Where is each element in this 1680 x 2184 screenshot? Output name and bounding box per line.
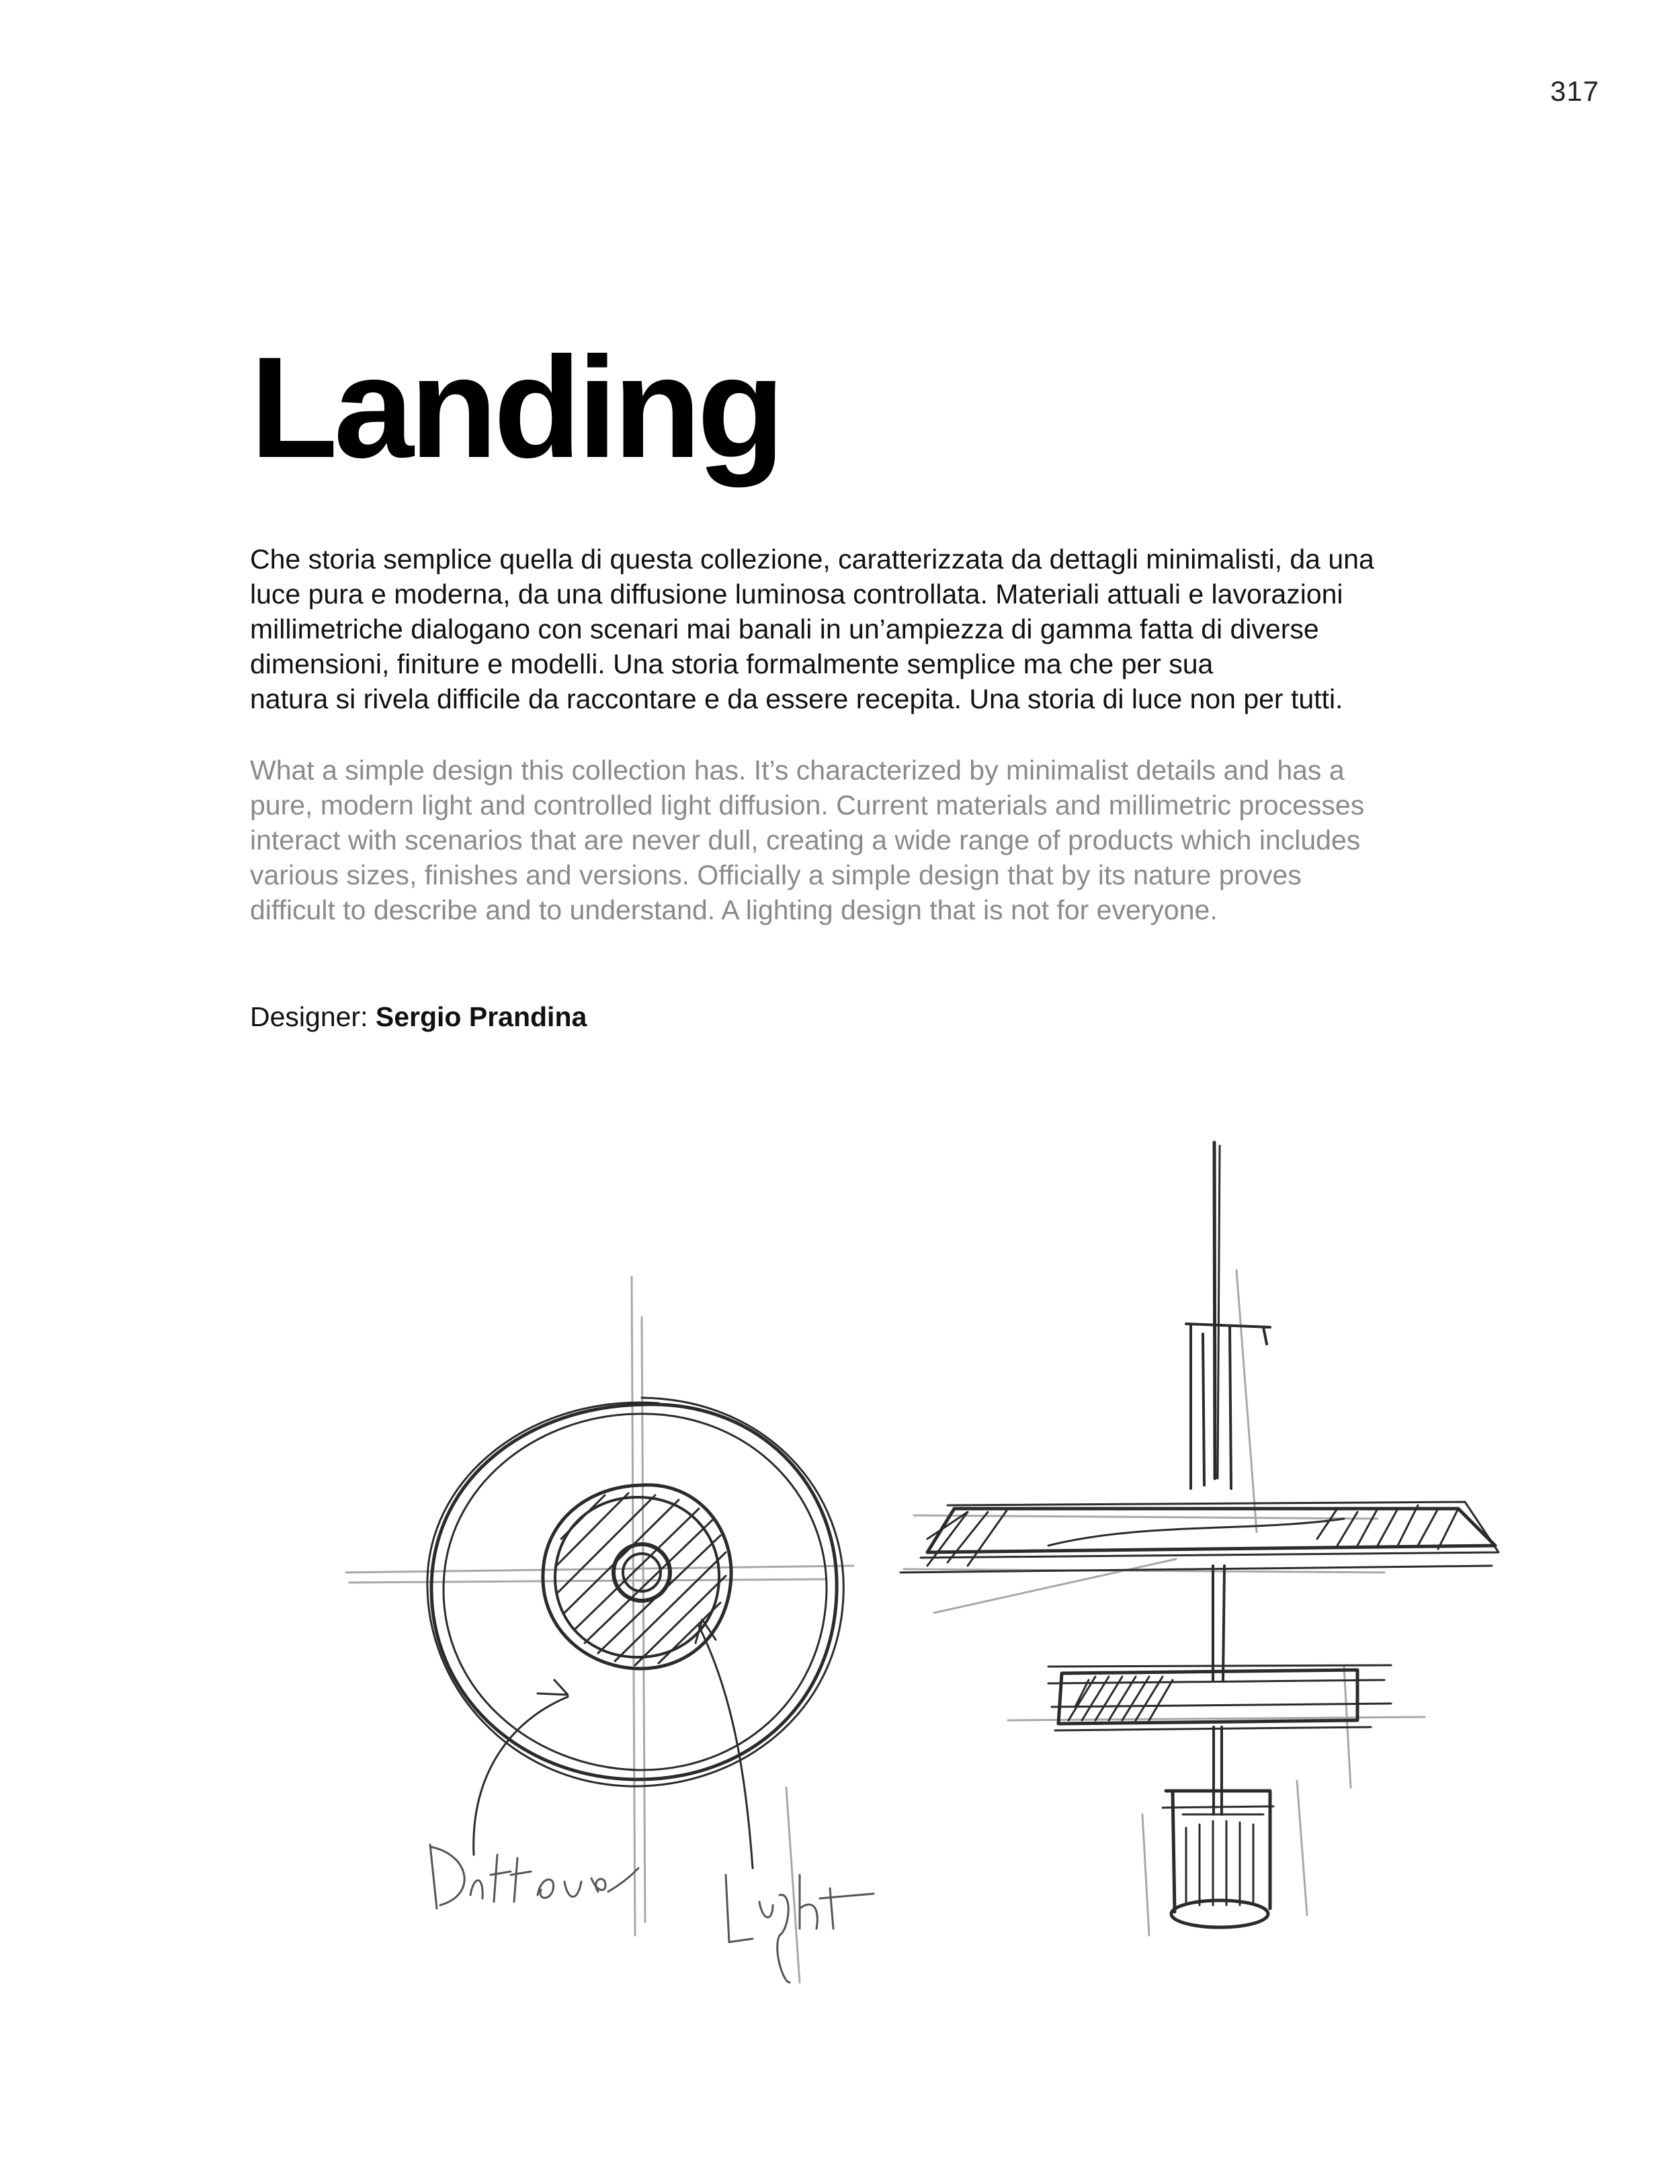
designer-credit [250,1001,587,1033]
pendant-side-view [900,1142,1499,1927]
sketch-dot [1197,2037,1202,2042]
sketch-guide-lines [346,1270,1425,1982]
disc-top-view [427,1398,843,1868]
english-line: difficult to describe and to understand. A lighting design that is not for everyone. [250,894,1218,925]
page-number: 317 [1550,75,1599,107]
english-line: various sizes, finishes and versions. Officially a simple design that by its nature proves [250,859,1302,890]
english-line: pure, modern light and controlled light diffusion. Current materials and millimetric processes [250,790,1365,821]
italian-line: Che storia semplice quella di questa collezione, caratterizzata da dettagli minimalisti, da una [250,544,1374,575]
italian-description [250,542,1460,716]
italian-line: luce pura e moderna, da una diffusione luminosa controllata. Materiali attuali e lavorazioni [250,579,1343,610]
page-title: Landing [250,327,782,488]
designer-label: Designer: [250,1001,368,1032]
english-line: interact with scenarios that are never dull, creating a wide range of products which includes [250,825,1361,855]
english-description [250,753,1460,927]
italian-line: millimetriche dialogano con scenari mai banali in un’ampiezza di gamma fatta di diverse [250,614,1319,644]
english-line: What a simple design this collection has. It’s characterized by minimalist details and has a [250,755,1345,786]
sketch-annotations [430,1845,874,1982]
designer-name: Sergio Prandina [375,1001,587,1032]
italian-line: dimensioni, finiture e modelli. Una storia formalmente semplice ma che per sua [250,648,1214,679]
italian-line: natura si rivela difficile da raccontare e da essere recepita. Una storia di luce non per tutti. [250,683,1343,714]
